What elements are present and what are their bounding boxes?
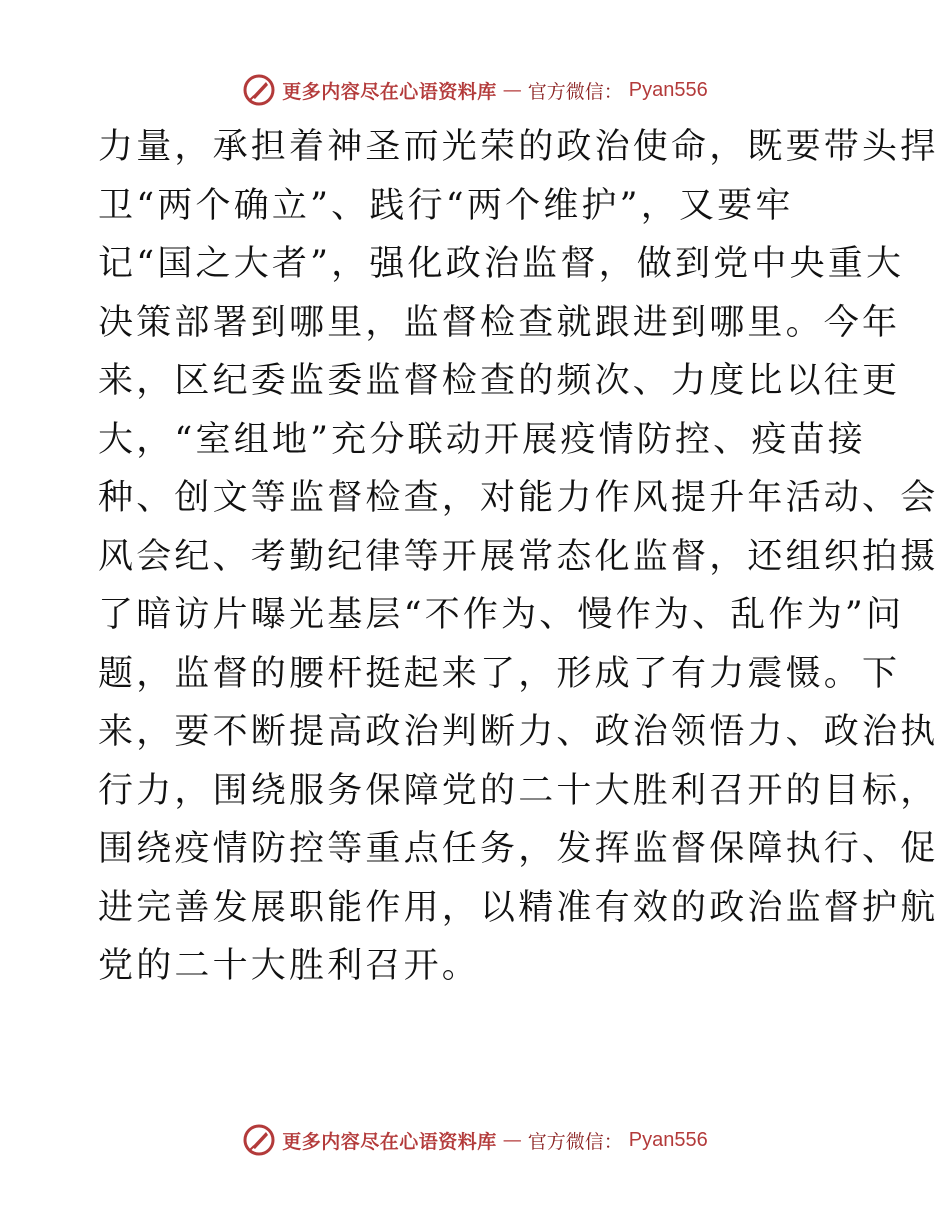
body-text-line: 力量，承担着神圣而光荣的政治使命，既要带头捍 xyxy=(98,127,939,167)
document-body xyxy=(98,118,939,996)
body-text-line: 进完善发展职能作用，以精准有效的政治监督护航 xyxy=(98,887,939,928)
body-text-line: 种、创文等监督检查，对能力作风提升年活动、会 xyxy=(98,478,939,518)
watermark-wechat-id: Pyan556 xyxy=(628,1128,708,1151)
body-text-line: 记“国之大者”，强化政治监督，做到党中央重大 xyxy=(98,244,905,284)
body-text-line: 来，要不断提高政治判断力、政治领悟力、政治执 xyxy=(98,712,939,752)
body-text-line: 风会纪、考勤纪律等开展常态化监督，还组织拍摄 xyxy=(98,536,939,577)
watermark-brand: 更多内容尽在心语资料库 xyxy=(282,80,497,103)
watermark-brand: 更多内容尽在心语资料库 xyxy=(282,1130,497,1153)
body-text-line: 了暗访片曝光基层“不作为、慢作为、乱作为”问 xyxy=(98,595,905,635)
watermark-official-label: 官方微信： xyxy=(527,1130,623,1153)
feather-pen-logo-icon xyxy=(242,1123,276,1157)
body-text-line: 来，区纪委监委监督检查的频次、力度比以往更 xyxy=(98,361,901,401)
watermark-official-label: 官方微信： xyxy=(527,80,623,103)
header-watermark xyxy=(0,70,950,110)
body-text-line: 行力，围绕服务保障党的二十大胜利召开的目标， xyxy=(98,770,939,811)
watermark-wechat-id: Pyan556 xyxy=(628,78,708,101)
body-text-line: 围绕疫情防控等重点任务，发挥监督保障执行、促 xyxy=(98,829,939,869)
watermark-dash: — xyxy=(502,79,522,101)
body-text-line: 决策部署到哪里，监督检查就跟进到哪里。今年 xyxy=(98,302,901,343)
footer-watermark xyxy=(0,1120,950,1160)
watermark-dash: — xyxy=(502,1129,522,1151)
body-text-line: 题，监督的腰杆挺起来了，形成了有力震慑。下 xyxy=(98,653,901,694)
body-text-line: 大，“室组地”充分联动开展疫情防控、疫苗接 xyxy=(98,419,866,460)
body-text-line: 卫“两个确立”、践行“两个维护”，又要牢 xyxy=(98,185,794,226)
feather-pen-logo-icon xyxy=(242,73,276,107)
body-text-line: 党的二十大胜利召开。 xyxy=(98,946,481,986)
